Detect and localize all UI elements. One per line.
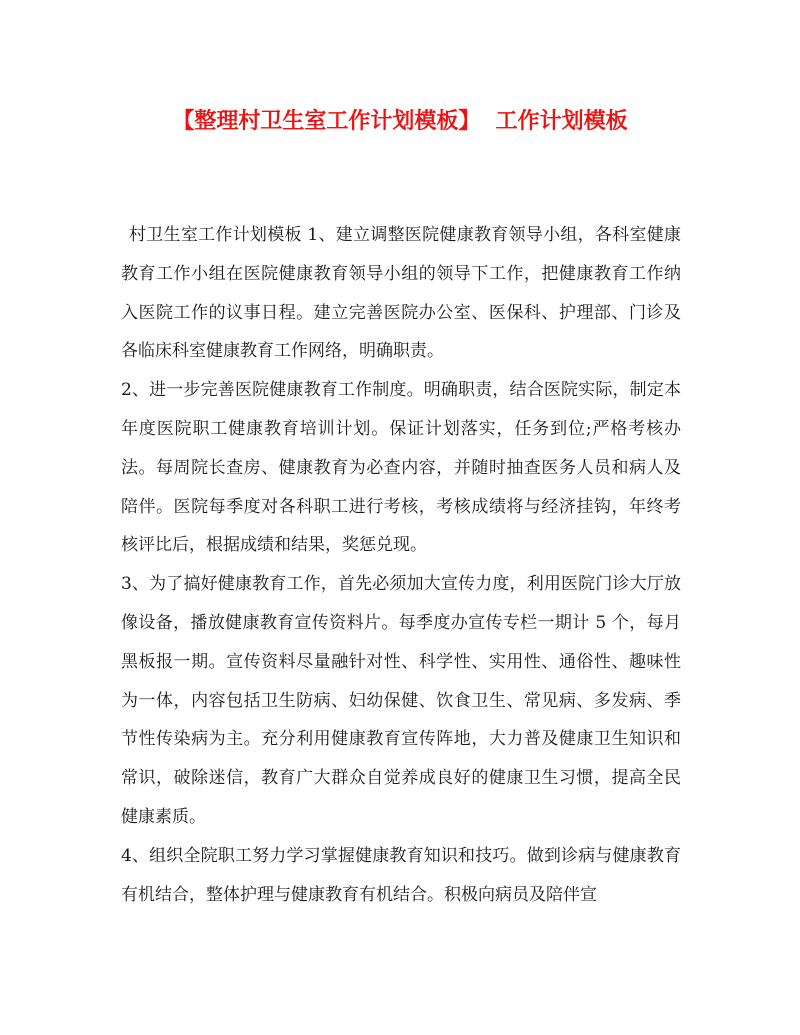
paragraph-4: 4、组织全院职工努力学习掌握健康教育知识和技巧。做到诊病与健康教育有机结合，整体护理与健康教育有机结合。积极向病员及陪伴宣 (121, 845, 681, 905)
document-title (0, 104, 800, 138)
document-body (121, 216, 681, 914)
paragraph-1: 村卫生室工作计划模板 1、建立调整医院健康教育领导小组，各科室健康教育工作小组在医院健康教育领导小组的领导下工作，把健康教育工作纳入医院工作的议事日程。建立完善医院办公室、医保科、护理部、门诊及各临床科室健康教育工作网络，明确职责。 (121, 225, 681, 362)
paragraph-2: 2、进一步完善医院健康教育工作制度。明确职责，结合医院实际，制定本年度医院职工健康教育培训计划。保证计划落实，任务到位;严格考核办法。每周院长查房、健康教育为必查内容，并随时抽查医务人员和病人及陪伴。医院每季度对各科职工进行考核，考核成绩将与经济挂钩，年终考核评比后，根据成绩和结果，奖惩兑现。 (121, 380, 681, 556)
title-main: 【整理村卫生室工作计划模板】 (172, 108, 481, 134)
title-sub: 工作计划模板 (495, 108, 628, 134)
paragraph-3: 3、为了搞好健康教育工作，首先必须加大宣传力度，利用医院门诊大厅放像设备，播放健康教育宣传资料片。每季度办宣传专栏一期计 5 个，每月黑板报一期。宣传资料尽量融针对性、科学性、实用性、通俗性、趣味性为一体，内容包括卫生防病、妇幼保健、饮食卫生、常见病、多发病、季节性传染病为主。充分利用健康教育宣传阵地，大力普及健康卫生知识和常识，破除迷信，教育广大群众自觉养成良好的健康卫生习惯，提高全民健康素质。 (121, 574, 681, 827)
